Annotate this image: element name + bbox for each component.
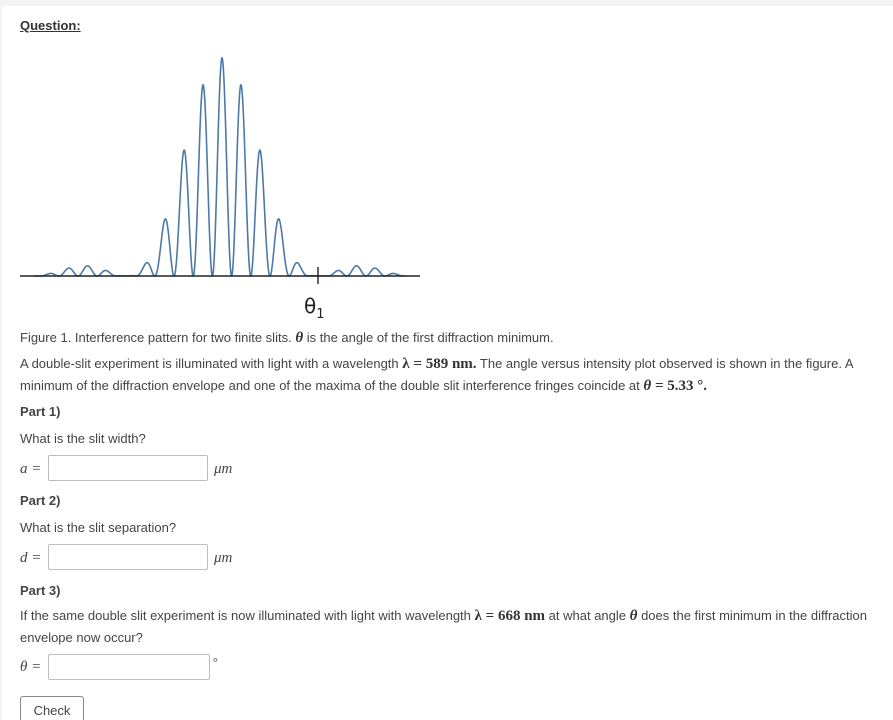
intensity-curve (34, 58, 406, 276)
slit-separation-input[interactable] (48, 544, 208, 570)
intro-paragraph: A double-slit experiment is illuminated with light with a wavelength λ = 589 nm. The angle versus intensity plot observed is shown in the figure. A minimum of the diffraction envelope and one of the maxima of the double slit interference fringes coincide at θ = 5.33 °. (20, 356, 854, 394)
part2-variable: d = (20, 550, 42, 566)
theta1-symbol: θ (304, 294, 317, 318)
check-button[interactable]: Check (20, 696, 84, 720)
part1-unit: μm (214, 461, 233, 477)
part1-label: Part 1) (20, 404, 61, 419)
slit-width-input[interactable] (48, 455, 208, 481)
part2-question: What is the slit separation? (20, 520, 177, 535)
part3-label: Part 3) (20, 583, 61, 598)
part3-variable: θ = (20, 659, 42, 675)
theta1-subscript: 1 (316, 307, 325, 322)
part3-unit: ° (213, 655, 218, 669)
part2-label: Part 2) (20, 493, 61, 508)
angle-input[interactable] (48, 654, 210, 680)
part1-variable: a = (20, 461, 42, 477)
part1-question: What is the slit width? (20, 431, 146, 446)
part3-question: If the same double slit experiment is now illuminated with light with wavelength λ = 668 nm at what angle θ does the first minimum in the diffraction envelope now occur? (20, 608, 867, 645)
part2-unit: μm (214, 550, 233, 566)
question-label: Question: (20, 18, 81, 33)
figure-caption: Figure 1. Interference pattern for two finite slits. θ is the angle of the first diffraction minimum. (20, 330, 554, 346)
question-card (2, 6, 893, 720)
theta1-label (304, 294, 325, 322)
interference-pattern-figure (20, 46, 424, 326)
